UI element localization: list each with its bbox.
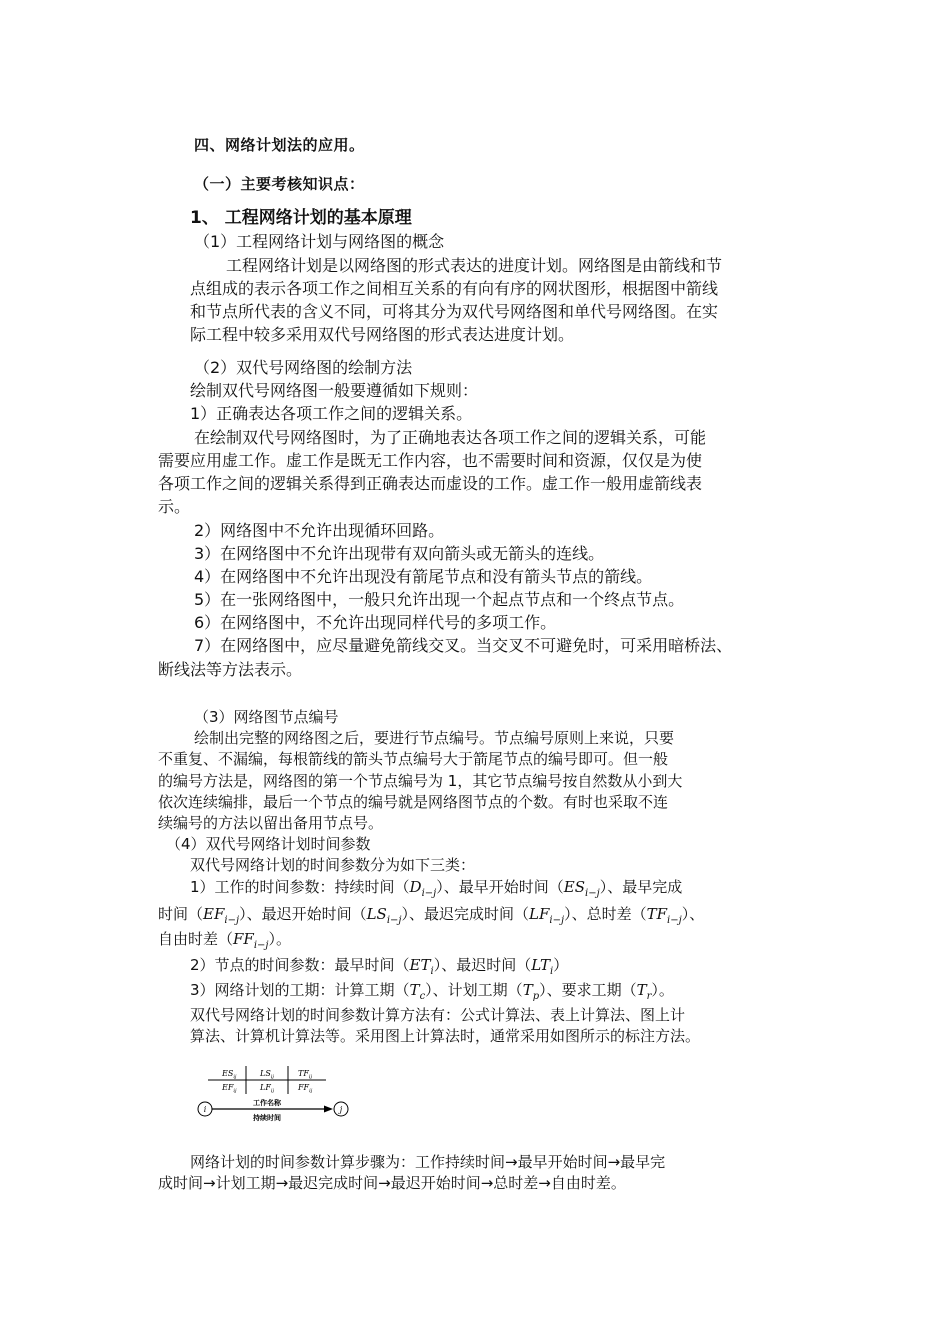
para2-line: 需要应用虚工作。虚工作是既无工作内容，也不需要时间和资源，仅仅是为使 <box>158 451 703 470</box>
diagram-es: $ES_{ij}$ <box>222 1069 237 1080</box>
node-i-label: i <box>203 1105 207 1114</box>
rule-item: 3）在网络图中不允许出现带有双向箭头或无箭头的连线。 <box>194 544 605 563</box>
methods-line: 算法、计算机计算法等。采用图上计算法时，通常采用如图所示的标注方法。 <box>190 1027 701 1045</box>
diagram-lf: $LF_{ij}$ <box>260 1083 275 1094</box>
rule-item: 2）网络图中不允许出现循环回路。 <box>194 521 445 540</box>
section3-title: （3）网络图节点编号 <box>194 708 339 726</box>
time-params-line: 1）工作的时间参数：持续时间$(D_{i-j})$、最早开始时间$(ES_{i-j})$、最早完成 <box>190 878 683 899</box>
rule-item: 6）在网络图中，不允许出现同样代号的多项工作。 <box>194 613 557 632</box>
steps-line: 网络计划的时间参数计算步骤为：工作持续时间→最早开始时间→最早完 <box>190 1153 666 1171</box>
methods-line: 双代号网络计划的时间参数计算方法有：公式计算法、表上计算法、图上计 <box>190 1006 686 1024</box>
node-j-label: j <box>339 1105 343 1114</box>
rule-item: 4）在网络图中不允许出现没有箭尾节点和没有箭头节点的箭线。 <box>194 567 653 586</box>
para1-line: 和节点所代表的含义不同，可将其分为双代号网络图和单代号网络图。在实 <box>190 302 719 321</box>
rules-intro: 绘制双代号网络图一般要遵循如下规则： <box>190 381 479 400</box>
diagram-work-name: 工作名称 <box>253 1098 281 1107</box>
section1-title: 1、 工程网络计划的基本原理 <box>190 208 412 228</box>
rule-item: 1）正确表达各项工作之间的逻辑关系。 <box>190 404 473 423</box>
time-params-line: 时间$(EF_{i-j})$、最迟开始时间$(LS_{i-j})$、最迟完成时间$(LF_{i-j})$、总时差$(TF_{i-j})$、 <box>158 905 705 926</box>
section3-line: 续编号的方法以留出备用节点号。 <box>158 814 384 832</box>
para2-line: 各项工作之间的逻辑关系得到正确表达而虚设的工作。虚工作一般用虚箭线表 <box>158 474 703 493</box>
diagram-ef: $EF_{ij}$ <box>222 1083 237 1094</box>
notation-diagram <box>192 1062 352 1128</box>
section3-line: 绘制出完整的网络图之后，要进行节点编号。节点编号原则上来说，只要 <box>194 729 675 747</box>
section4-intro: 双代号网络计划的时间参数分为如下三类： <box>190 856 476 874</box>
duration-params-line: 3）网络计划的工期：计算工期$(T_c)$、计划工期$(T_p)$、要求工期$(T_r)$。 <box>190 981 674 1002</box>
section1-sub1: （1）工程网络计划与网络图的概念 <box>194 232 445 251</box>
rule-item: 7）在网络图中，应尽量避免箭线交叉。当交叉不可避免时，可采用暗桥法、 <box>194 636 733 655</box>
section3-line: 依次连续编排，最后一个节点的编号就是网络图节点的个数。有时也采取不连 <box>158 793 669 811</box>
subsection-heading: （一）主要考核知识点： <box>194 175 365 193</box>
node-params-line: 2）节点的时间参数：最早时间$(ET_i)$、最迟时间$(LT_i)$ <box>190 956 569 977</box>
time-params-line: 自由时差$(FF_{i-j})$。 <box>158 930 292 951</box>
section4-title: （4）双代号网络计划时间参数 <box>166 835 371 853</box>
diagram-duration: 持续时间 <box>253 1113 281 1122</box>
arrow-head-icon <box>324 1106 333 1113</box>
diagram-ls: $LS_{ij}$ <box>260 1069 274 1080</box>
diagram-ff: $FF_{ij}$ <box>298 1083 313 1094</box>
para1-line: 工程网络计划是以网络图的形式表达的进度计划。网络图是由箭线和节 <box>226 256 723 275</box>
diagram-tf: $TF_{ij}$ <box>298 1069 313 1080</box>
para2-line: 在绘制双代号网络图时，为了正确地表达各项工作之间的逻辑关系，可能 <box>194 428 707 447</box>
para1-line: 点组成的表示各项工作之间相互关系的有向有序的网状图形，根据图中箭线 <box>190 279 719 298</box>
section1-sub2: （2）双代号网络图的绘制方法 <box>194 358 413 377</box>
rule-item: 5）在一张网络图中，一般只允许出现一个起点节点和一个终点节点。 <box>194 590 685 609</box>
steps-line: 成时间→计划工期→最迟完成时间→最迟开始时间→总时差→自由时差。 <box>158 1174 626 1192</box>
rule-item: 断线法等方法表示。 <box>158 660 303 679</box>
section-heading: 四、网络计划法的应用。 <box>194 136 365 154</box>
section3-line: 不重复、不漏编，每根箭线的箭头节点编号大于箭尾节点的编号即可。但一般 <box>158 750 669 768</box>
para1-line: 际工程中较多采用双代号网络图的形式表达进度计划。 <box>190 325 575 344</box>
para2-line: 示。 <box>158 497 191 516</box>
section3-line: 的编号方法是，网络图的第一个节点编号为 1，其它节点编号按自然数从小到大 <box>158 772 683 790</box>
